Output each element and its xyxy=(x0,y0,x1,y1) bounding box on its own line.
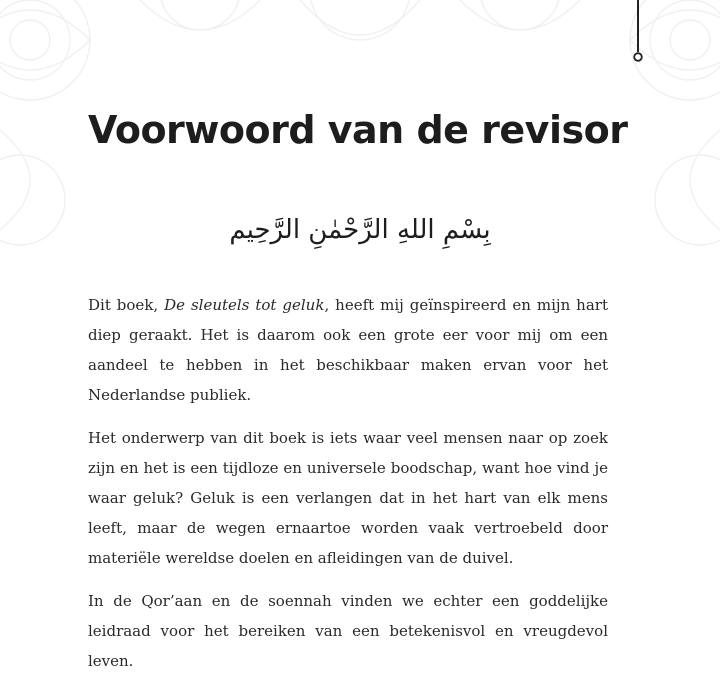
body-text xyxy=(88,290,608,689)
paragraph-2: Het onderwerp van dit boek is iets waar veel mensen naar op zoek zijn en het is een tijdloze en universele boodschap, want hoe vind je waar geluk? Geluk is een verlangen dat in het hart van elk mens leeft, maar de wegen ernaartoe worden vaak vertroebeld door materiële wereldse doelen en afleidingen van de duivel. xyxy=(88,429,608,567)
paragraph-1 xyxy=(88,290,608,410)
book-title-italic: De sleutels tot geluk xyxy=(164,296,325,314)
paragraph-1-rest: , heeft mij geïnspireerd en mijn hart diep geraakt. Het is daarom ook een grote eer voor mij om een aandeel te hebben in het beschikbaar maken ervan voor het Nederlandse publiek. xyxy=(88,296,608,404)
bookmark-marker-icon xyxy=(632,0,644,64)
basmala: بِسْمِ اللهِ الرَّحْمٰنِ الرَّحِيم xyxy=(229,215,491,245)
paragraph-3: In de Qor’aan en de soennah vinden we echter een goddelijke leidraad voor het bereiken van een betekenisvol en vreugdevol leven. xyxy=(88,592,608,670)
paragraph-1-start: Dit boek, xyxy=(88,296,165,314)
page-title: Voorwoord van de revisor xyxy=(88,108,628,152)
